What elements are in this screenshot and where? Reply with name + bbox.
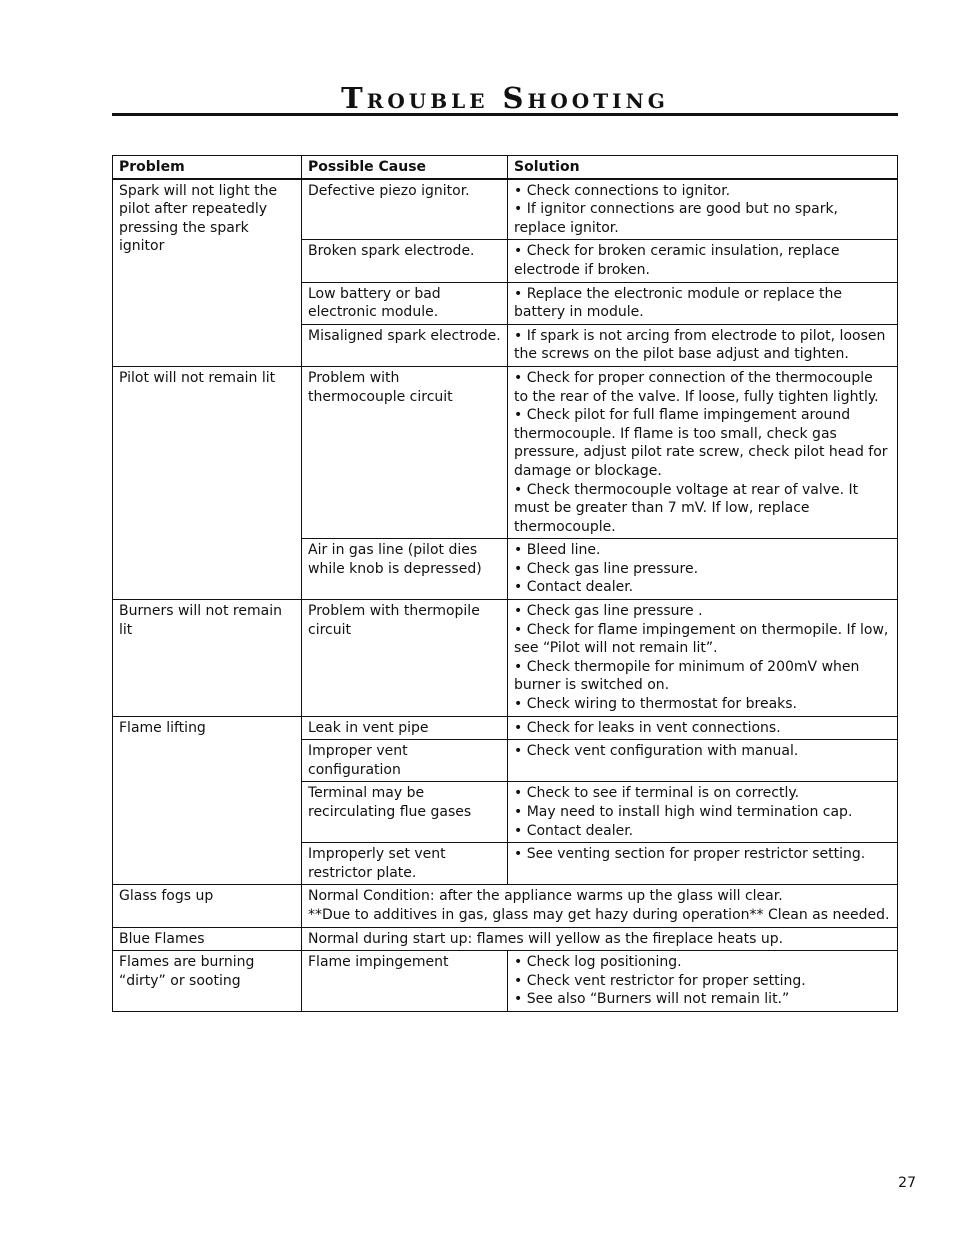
troubleshooting-table [112, 155, 898, 1012]
solution-line: • Check gas line pressure. [514, 560, 699, 577]
solution-cell [508, 282, 898, 324]
header-solution: Solution [508, 156, 898, 179]
problem-cell: Flame lifting [113, 716, 302, 885]
table-row [113, 885, 898, 927]
solution-cell [508, 951, 898, 1012]
solution-cell [508, 179, 898, 240]
solution-line: • Bleed line. [514, 542, 601, 559]
cause-cell: Misaligned spark electrode. [302, 324, 508, 366]
problem-cell: Glass fogs up [113, 885, 302, 927]
solution-cell [508, 782, 898, 843]
solution-cell [508, 240, 898, 282]
cause-cell: Flame impingement [302, 951, 508, 1012]
solution-line: Normal Condition: after the appliance warms up the glass will clear. [308, 888, 783, 905]
solution-line: • Contact dealer. [514, 579, 634, 596]
cause-cell: Defective piezo ignitor. [302, 179, 508, 240]
table-row [113, 366, 898, 538]
table-row [113, 951, 898, 1012]
cause-cell: Leak in vent pipe [302, 716, 508, 740]
cause-cell: Broken spark electrode. [302, 240, 508, 282]
problem-cell: Burners will not remain lit [113, 600, 302, 717]
problem-cell: Pilot will not remain lit [113, 366, 302, 599]
solution-line: • See also “Burners will not remain lit.” [514, 991, 790, 1008]
solution-line: • Check for broken ceramic insulation, replace electrode if broken. [514, 243, 840, 278]
solution-line: • Check for leaks in vent connections. [514, 719, 781, 736]
solution-line: • Check thermocouple voltage at rear of valve. It must be greater than 7 mV. If low, replace thermocouple. [514, 481, 859, 535]
cause-cell: Air in gas line (pilot dies while knob is depressed) [302, 539, 508, 600]
solution-line: • Check pilot for full flame impingement around thermocouple. If flame is too small, check gas pressure, adjust pilot rate screw, check pilot head for damage or blockage. [514, 407, 888, 479]
title-rule [112, 113, 898, 116]
solution-line: • Contact dealer. [514, 822, 634, 839]
solution-cell [508, 843, 898, 885]
table-body [113, 179, 898, 1012]
table-row [113, 716, 898, 740]
table-row [113, 600, 898, 717]
table-row [113, 927, 898, 951]
solution-line: • If ignitor connections are good but no spark, replace ignitor. [514, 201, 839, 236]
solution-line: Normal during start up: flames will yellow as the fireplace heats up. [308, 930, 784, 947]
solution-line: • Check for flame impingement on thermopile. If low, see “Pilot will not remain lit”. [514, 621, 889, 657]
solution-cell [508, 324, 898, 366]
problem-cell: Spark will not light the pilot after repeatedly pressing the spark ignitor [113, 179, 302, 367]
page-title: Trouble Shooting [341, 81, 669, 115]
solution-cell [508, 740, 898, 782]
solution-line: • Check thermopile for minimum of 200mV when burner is switched on. [514, 658, 860, 694]
solution-line: • Check to see if terminal is on correctly. [514, 785, 800, 802]
solution-cell [508, 716, 898, 740]
cause-cell: Problem with thermocouple circuit [302, 366, 508, 538]
header-problem: Problem [113, 156, 302, 179]
solution-line: • May need to install high wind termination cap. [514, 804, 853, 820]
solution-line: • Check log positioning. [514, 954, 682, 971]
solution-line: • Check for proper connection of the thermocouple to the rear of the valve. If loose, fully tighten lightly. [514, 369, 879, 405]
solution-line: • Check vent restrictor for proper setting. [514, 972, 806, 989]
solution-line: • Check gas line pressure . [514, 603, 703, 620]
cause-cell: Improperly set vent restrictor plate. [302, 843, 508, 885]
cause-cell: Problem with thermopile circuit [302, 600, 508, 717]
solution-line: • Replace the electronic module or replace the battery in module. [514, 285, 843, 321]
solution-line: • Check vent configuration with manual. [514, 743, 799, 760]
page-number: 27 [898, 1175, 916, 1191]
solution-cell [508, 600, 898, 717]
problem-cell: Blue Flames [113, 927, 302, 951]
merged-solution-cell [302, 885, 898, 927]
solution-line: • See venting section for proper restrictor setting. [514, 846, 866, 863]
solution-line: **Due to additives in gas, glass may get hazy during operation** Clean as needed. [308, 906, 890, 923]
cause-cell: Low battery or bad electronic module. [302, 282, 508, 324]
merged-solution-cell [302, 927, 898, 951]
cause-cell: Improper vent configuration [302, 740, 508, 782]
cause-cell: Terminal may be recirculating flue gases [302, 782, 508, 843]
solution-line: • Check connections to ignitor. [514, 182, 731, 199]
header-possible-cause: Possible Cause [302, 156, 508, 179]
solution-line: • Check wiring to thermostat for breaks. [514, 696, 797, 713]
table-header-row [113, 156, 898, 179]
problem-cell: Flames are burning “dirty” or sooting [113, 951, 302, 1012]
solution-cell [508, 539, 898, 600]
solution-cell [508, 366, 898, 538]
solution-line: • If spark is not arcing from electrode to pilot, loosen the screws on the pilot base adjust and tighten. [514, 327, 886, 363]
table-row [113, 179, 898, 240]
